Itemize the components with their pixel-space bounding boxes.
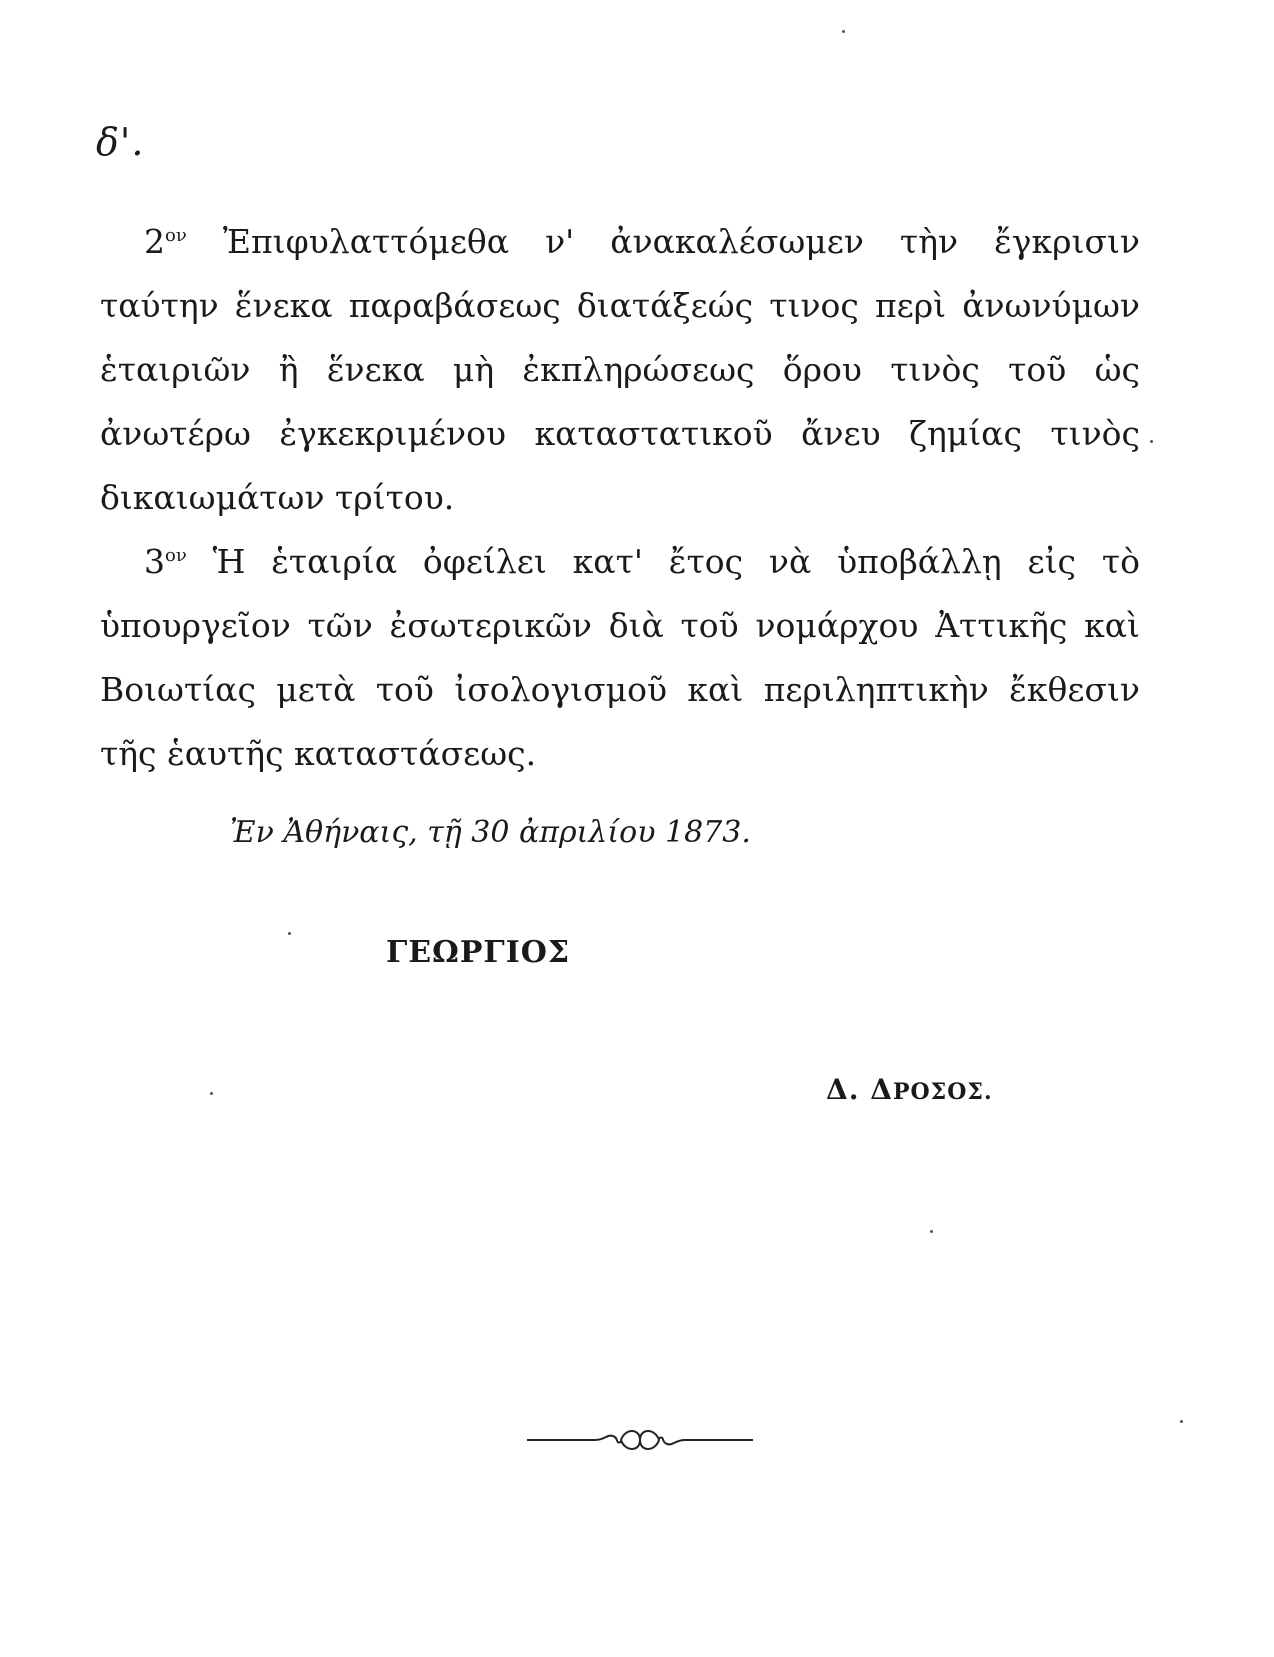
paragraph-ordinal-suffix: ον <box>165 225 187 246</box>
minister-surname-first: Δ <box>870 1073 893 1106</box>
paper-speck <box>288 932 291 935</box>
paragraph-3 <box>100 530 1140 786</box>
paper-speck <box>842 30 845 33</box>
paragraph-ordinal-suffix: ον <box>165 545 187 566</box>
paragraph-text: Ἡ ἑταιρία ὀφείλει κατ' ἔτος νὰ ὑποβάλλῃ εἰς τὸ ὑπουργεῖον τῶν ἐσωτερικῶν διὰ τοῦ νομάρχου Ἀττικῆς καὶ Βοιωτίας μετὰ τοῦ ἰσολογισμοῦ καὶ περιληπτικὴν ἔκθεσιν τῆς ἑαυτῆς καταστάσεως. <box>100 542 1140 773</box>
signature-minister <box>826 1073 993 1106</box>
minister-surname-rest: ΡΟΣΟΣ. <box>892 1079 993 1105</box>
paper-speck <box>210 1092 213 1095</box>
paper-speck <box>930 1230 933 1233</box>
paragraph-ordinal: 2 <box>144 222 165 261</box>
minister-initial: Δ. <box>826 1073 860 1106</box>
signature-king: ΓΕΩΡΓΙΟΣ <box>386 935 571 970</box>
paragraph-text: Ἐπιφυλαττόμεθα ν' ἀνακαλέσωμεν τὴν ἔγκρισιν ταύτην ἕνεκα παραβάσεως διατάξεώς τινος περὶ ἀνωνύμων ἑταιριῶν ἢ ἕνεκα μὴ ἐκπληρώσεως ὅρου τινὸς τοῦ ὡς ἀνωτέρω ἐγκεκριμένου καταστατικοῦ ἄνευ ζημίας τινὸς δικαιωμάτων τρίτου. <box>100 222 1140 517</box>
article-body <box>100 210 1140 786</box>
page-number: δ'. <box>96 120 145 164</box>
paper-speck <box>1150 440 1153 443</box>
paragraph-ordinal: 3 <box>144 542 165 581</box>
paragraph-2 <box>100 210 1140 530</box>
paper-speck <box>1180 1420 1183 1423</box>
end-ornament-icon <box>525 1420 755 1460</box>
dateline: Ἐν Ἀθήναις, τῇ 30 ἀπριλίου 1873. <box>230 815 751 850</box>
